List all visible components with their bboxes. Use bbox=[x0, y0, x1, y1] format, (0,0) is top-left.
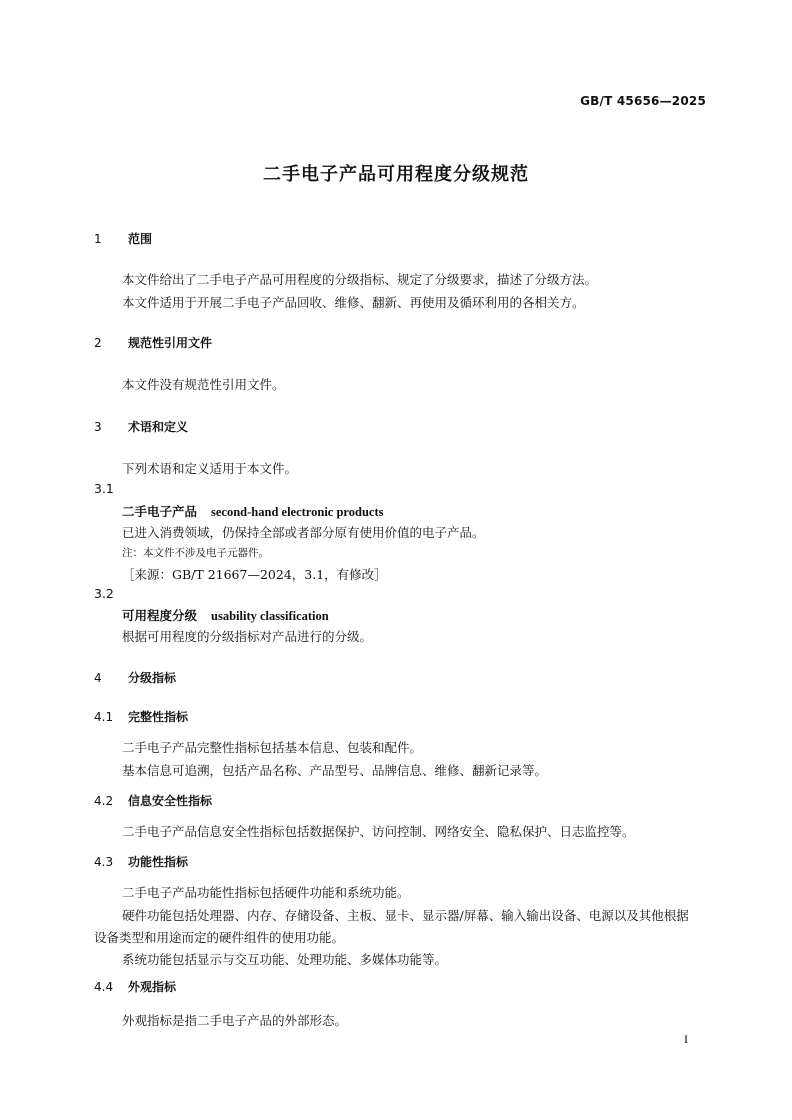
section-number: 4.3 bbox=[94, 855, 114, 869]
section-2-heading bbox=[94, 334, 212, 351]
section-title: 规范性引用文件 bbox=[128, 336, 213, 350]
term-note: 注：本文件不涉及电子元器件。 bbox=[122, 547, 269, 559]
term-zh: 可用程度分级 bbox=[122, 608, 198, 623]
paragraph: 系统功能包括显示与交互功能、处理功能、多媒体功能等。 bbox=[122, 952, 448, 967]
term-en: second-hand electronic products bbox=[211, 505, 384, 519]
page-title: 二手电子产品可用程度分级规范 bbox=[263, 164, 529, 185]
section-number: 4.2 bbox=[94, 794, 114, 808]
paragraph: 下列术语和定义适用于本文件。 bbox=[122, 461, 298, 476]
subsection-4-2-heading bbox=[94, 792, 212, 809]
paragraph: 二手电子产品信息安全性指标包括数据保护、访问控制、网络安全、隐私保护、日志监控等。 bbox=[122, 824, 635, 839]
term-source: ［来源：GB/T 21667—2024，3.1，有修改］ bbox=[122, 567, 387, 582]
paragraph: 本文件适用于开展二手电子产品回收、维修、翻新、再使用及循环利用的各相关方。 bbox=[122, 295, 585, 310]
term-number: 3.2 bbox=[94, 586, 114, 601]
section-1-heading bbox=[94, 230, 152, 247]
paragraph: 本文件没有规范性引用文件。 bbox=[122, 377, 285, 392]
section-title: 外观指标 bbox=[128, 980, 177, 994]
paragraph: 本文件给出了二手电子产品可用程度的分级指标、规定了分级要求，描述了分级方法。 bbox=[122, 272, 598, 287]
paragraph: 硬件功能包括处理器、内存、存储设备、主板、显卡、显示器/屏幕、输入输出设备、电源以及其他根据 bbox=[122, 908, 689, 923]
section-number: 4.1 bbox=[94, 710, 114, 724]
paragraph: 二手电子产品功能性指标包括硬件功能和系统功能。 bbox=[122, 885, 410, 900]
paragraph: 二手电子产品完整性指标包括基本信息、包装和配件。 bbox=[122, 740, 423, 755]
term-entry bbox=[122, 606, 329, 624]
section-title: 范围 bbox=[128, 232, 153, 246]
subsection-4-1-heading bbox=[94, 708, 188, 725]
section-title: 完整性指标 bbox=[128, 710, 189, 724]
paragraph: 基本信息可追溯，包括产品名称、产品型号、品牌信息、维修、翻新记录等。 bbox=[122, 763, 548, 778]
section-number: 3 bbox=[94, 420, 102, 434]
section-title: 信息安全性指标 bbox=[128, 794, 213, 808]
page-number: I bbox=[684, 1032, 688, 1046]
term-zh: 二手电子产品 bbox=[122, 504, 198, 519]
paragraph: 外观指标是指二手电子产品的外部形态。 bbox=[122, 1013, 348, 1028]
term-definition: 已进入消费领域，仍保持全部或者部分原有使用价值的电子产品。 bbox=[122, 525, 485, 540]
section-4-heading bbox=[94, 669, 176, 686]
section-number: 1 bbox=[94, 232, 102, 246]
section-title: 分级指标 bbox=[128, 671, 177, 685]
term-entry bbox=[122, 502, 383, 520]
subsection-4-3-heading bbox=[94, 853, 188, 870]
section-title: 功能性指标 bbox=[128, 855, 189, 869]
term-en: usability classification bbox=[211, 609, 329, 623]
term-definition: 根据可用程度的分级指标对产品进行的分级。 bbox=[122, 629, 373, 644]
paragraph-continuation: 设备类型和用途而定的硬件组件的使用功能。 bbox=[94, 930, 345, 945]
standard-number: GB/T 45656—2025 bbox=[580, 94, 706, 108]
subsection-4-4-heading bbox=[94, 978, 176, 995]
section-title: 术语和定义 bbox=[128, 420, 189, 434]
section-3-heading bbox=[94, 418, 188, 435]
term-number: 3.1 bbox=[94, 481, 114, 496]
section-number: 2 bbox=[94, 336, 102, 350]
section-number: 4 bbox=[94, 671, 102, 685]
section-number: 4.4 bbox=[94, 980, 114, 994]
